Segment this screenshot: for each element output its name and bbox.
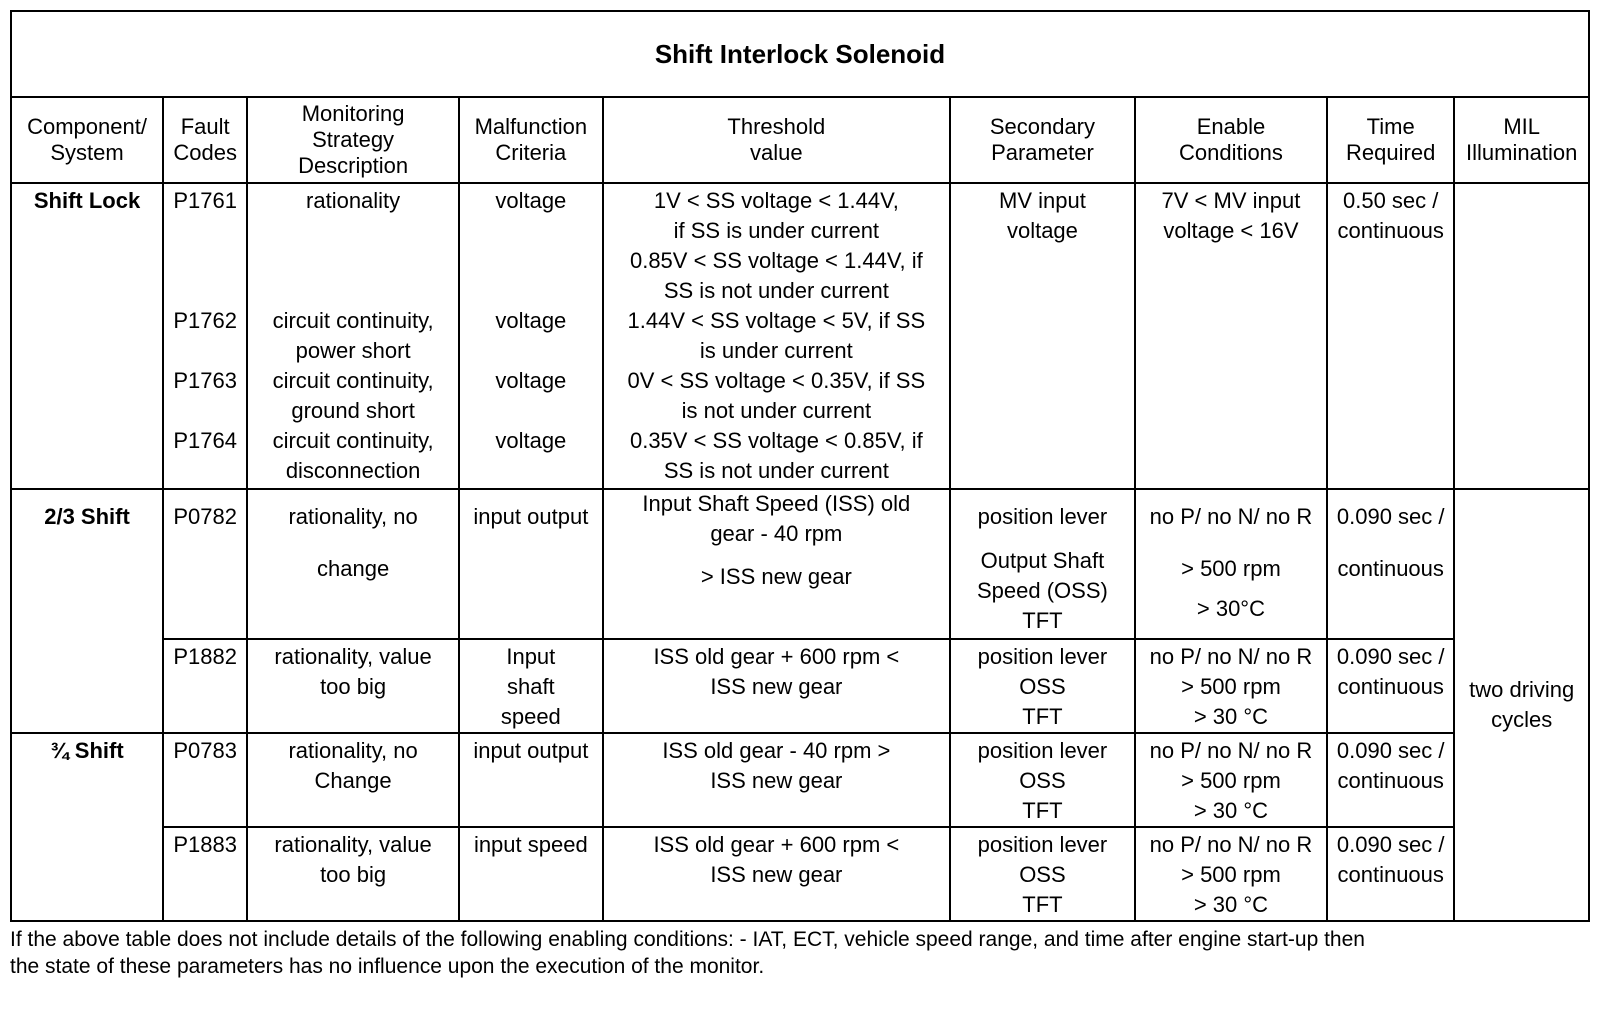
system-2-3-shift: 2/3 Shift xyxy=(11,489,163,733)
threshold-p0783: ISS old gear - 40 rpm > ISS new gear xyxy=(603,733,950,827)
criteria-shift-lock: voltage voltage voltage voltage xyxy=(459,183,603,489)
fault-code-p1882: P1882 xyxy=(163,639,247,733)
time-shift-lock: 0.50 sec / continuous xyxy=(1327,183,1454,489)
fault-code-p1883: P1883 xyxy=(163,827,247,921)
header-enable-conditions: Enable Conditions xyxy=(1135,97,1327,183)
table-row-p1882 xyxy=(11,639,1589,733)
monitor-table xyxy=(10,10,1590,922)
header-secondary-parameter: Secondary Parameter xyxy=(950,97,1135,183)
time-p0782: 0.090 sec / continuous xyxy=(1327,489,1454,639)
system-shift-lock: Shift Lock xyxy=(11,183,163,489)
secondary-p0782: position lever Output Shaft Speed (OSS) TFT xyxy=(950,489,1135,639)
criteria-p1882: Input shaft speed xyxy=(459,639,603,733)
time-p0783: 0.090 sec / continuous xyxy=(1327,733,1454,827)
enable-p0783: no P/ no N/ no R > 500 rpm > 30 °C xyxy=(1135,733,1327,827)
table-row-p1883 xyxy=(11,827,1589,921)
header-mil: MIL Illumination xyxy=(1454,97,1589,183)
threshold-p0782: Input Shaft Speed (ISS) old gear - 40 rpm > ISS new gear xyxy=(603,489,950,639)
threshold-p1882: ISS old gear + 600 rpm < ISS new gear xyxy=(603,639,950,733)
system-3-4-shift: ¾ Shift xyxy=(11,733,163,921)
strategy-p0782: rationality, no change xyxy=(247,489,459,639)
criteria-p0783: input output xyxy=(459,733,603,827)
strategy-p1883: rationality, value too big xyxy=(247,827,459,921)
header-malfunction-criteria: Malfunction Criteria xyxy=(459,97,603,183)
threshold-p1883: ISS old gear + 600 rpm < ISS new gear xyxy=(603,827,950,921)
strategy-p0783: rationality, no Change xyxy=(247,733,459,827)
footnote xyxy=(10,926,1570,980)
header-row xyxy=(11,97,1589,183)
fault-code-p0782: P0782 xyxy=(163,489,247,639)
fault-codes-shift-lock: P1761 P1762 P1763 P1764 xyxy=(163,183,247,489)
criteria-p0782: input output xyxy=(459,489,603,639)
enable-shift-lock: 7V < MV input voltage < 16V xyxy=(1135,183,1327,489)
secondary-p0783: position lever OSS TFT xyxy=(950,733,1135,827)
footnote-line-2: the state of these parameters has no influence upon the execution of the monitor. xyxy=(10,955,765,978)
strategy-shift-lock: rationality circuit continuity, power short circuit continuity, ground short circuit continuity, disconnection xyxy=(247,183,459,489)
enable-p0782: no P/ no N/ no R > 500 rpm > 30°C xyxy=(1135,489,1327,639)
header-fault-codes: Fault Codes xyxy=(163,97,247,183)
table-row-p0782 xyxy=(11,489,1589,639)
time-p1882: 0.090 sec / continuous xyxy=(1327,639,1454,733)
mil-illumination: two driving cycles xyxy=(1454,489,1589,921)
header-time-required: Time Required xyxy=(1327,97,1454,183)
header-monitoring-strategy: Monitoring Strategy Description xyxy=(247,97,459,183)
criteria-p1883: input speed xyxy=(459,827,603,921)
enable-p1883: no P/ no N/ no R > 500 rpm > 30 °C xyxy=(1135,827,1327,921)
secondary-p1882: position lever OSS TFT xyxy=(950,639,1135,733)
table-row-shift-lock xyxy=(11,183,1589,489)
mil-shift-lock xyxy=(1454,183,1589,489)
threshold-shift-lock: 1V < SS voltage < 1.44V, if SS is under current 0.85V < SS voltage < 1.44V, if SS is not under current 1.44V < SS voltage < 5V, if SS is under current 0V < SS voltage < 0.35V, if SS is not under current 0.35V < SS voltage < 0.85V, if SS is not under current xyxy=(603,183,950,489)
table-row-p0783 xyxy=(11,733,1589,827)
table-title: Shift Interlock Solenoid xyxy=(11,11,1589,97)
strategy-p1882: rationality, value too big xyxy=(247,639,459,733)
footnote-line-1: If the above table does not include details of the following enabling conditions: - IAT, ECT, vehicle speed range, and time after engine start-up then xyxy=(10,928,1365,951)
enable-p1882: no P/ no N/ no R > 500 rpm > 30 °C xyxy=(1135,639,1327,733)
secondary-p1883: position lever OSS TFT xyxy=(950,827,1135,921)
fault-code-p0783: P0783 xyxy=(163,733,247,827)
secondary-shift-lock: MV input voltage xyxy=(950,183,1135,489)
time-p1883: 0.090 sec / continuous xyxy=(1327,827,1454,921)
header-component: Component/ System xyxy=(11,97,163,183)
header-threshold: Threshold value xyxy=(603,97,950,183)
